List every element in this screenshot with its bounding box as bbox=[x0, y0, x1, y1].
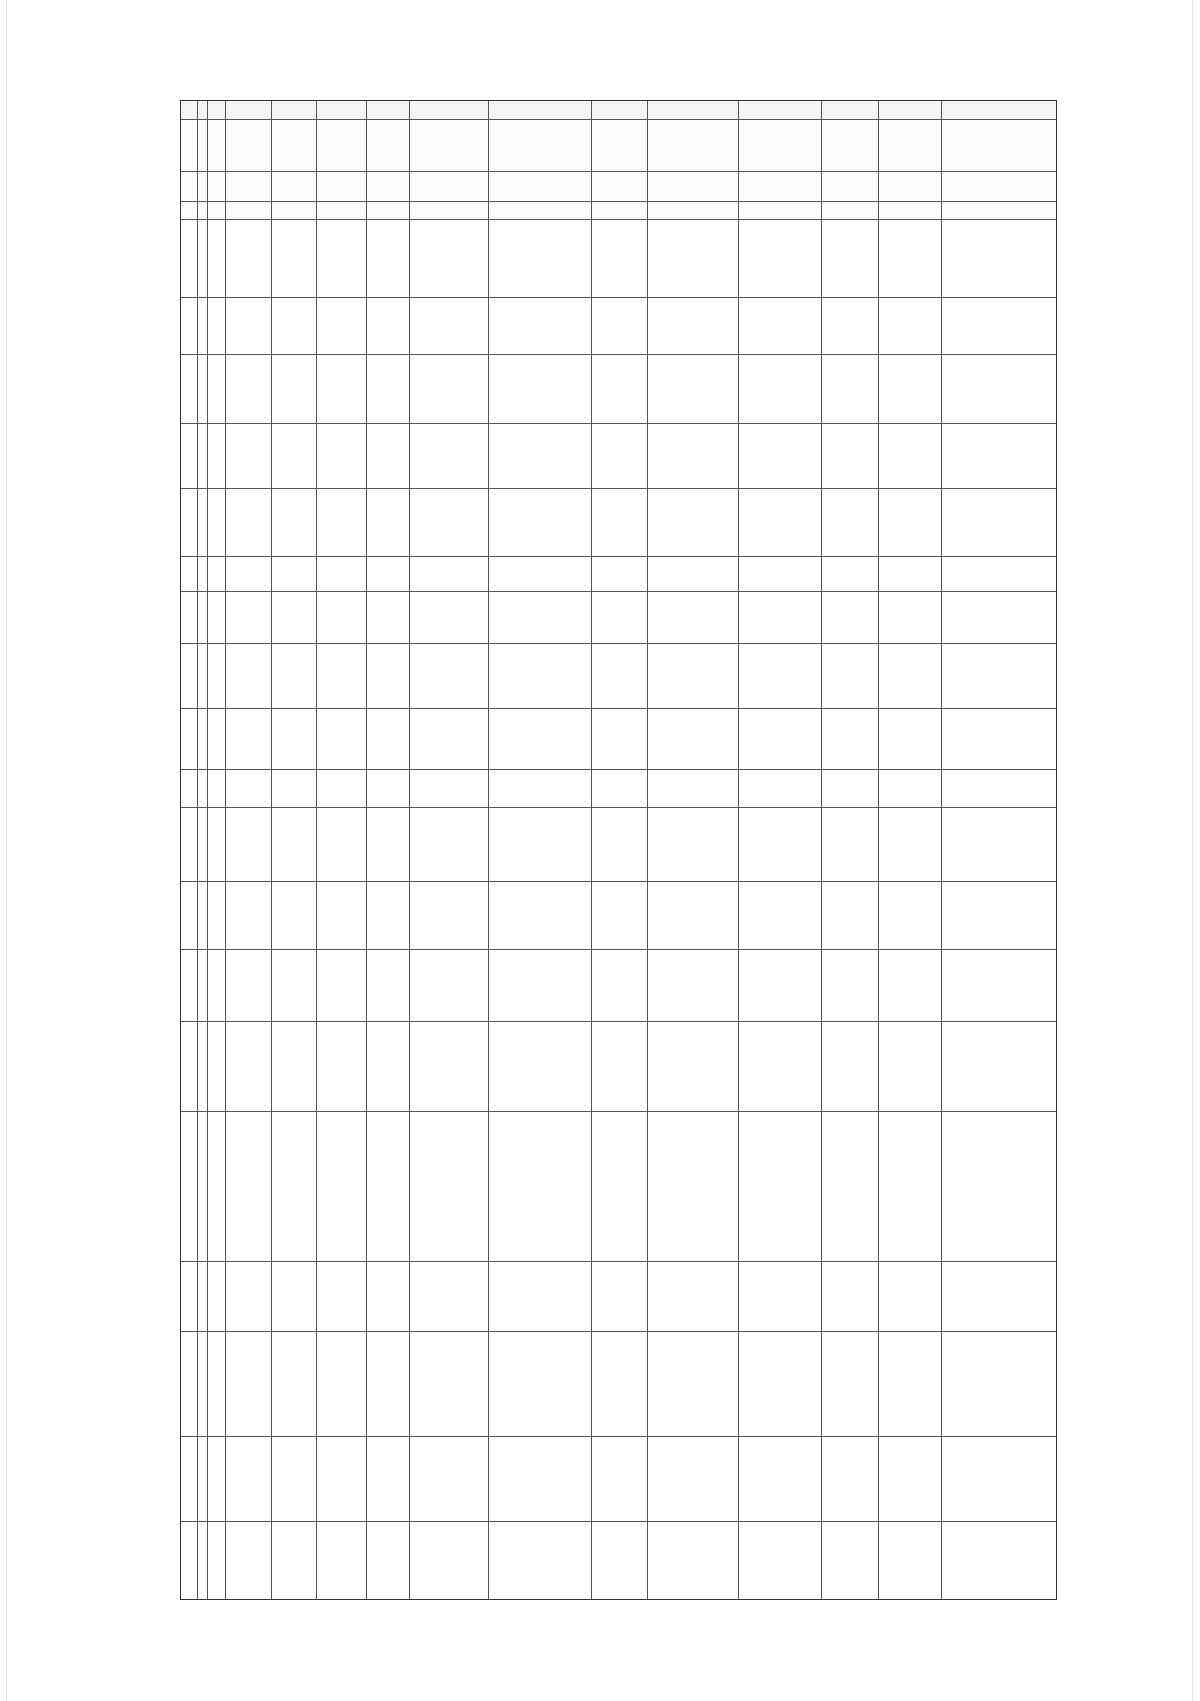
page-number bbox=[118, 842, 130, 852]
table-row-rule bbox=[181, 807, 1056, 808]
table-row-rule bbox=[181, 171, 1056, 172]
table-column-rule bbox=[316, 101, 317, 1599]
table-column-rule bbox=[197, 101, 198, 1599]
table-row-rule bbox=[181, 423, 1056, 424]
table-row-rule bbox=[181, 297, 1056, 298]
table-column-rule bbox=[591, 101, 592, 1599]
table-row-rule bbox=[181, 556, 1056, 557]
table-column-rule bbox=[647, 101, 648, 1599]
table-row-rule bbox=[181, 354, 1056, 355]
table-row-rule bbox=[181, 1521, 1056, 1522]
table-row-rule bbox=[181, 119, 1056, 120]
table-row-rule bbox=[181, 949, 1056, 950]
table-row-rule bbox=[181, 643, 1056, 644]
table-column-rule bbox=[738, 101, 739, 1599]
table-column-rule bbox=[821, 101, 822, 1599]
table-row-rule bbox=[181, 219, 1056, 220]
scan-edge-right bbox=[1192, 0, 1193, 1701]
table-row-rule bbox=[181, 488, 1056, 489]
table-column-rule bbox=[409, 101, 410, 1599]
table-row-rule bbox=[181, 881, 1056, 882]
program-indicators-table bbox=[180, 100, 1057, 1600]
table-row-rule bbox=[181, 1331, 1056, 1332]
table-column-rule bbox=[878, 101, 879, 1599]
scan-edge-left bbox=[6, 0, 7, 1701]
table-column-rule bbox=[225, 101, 226, 1599]
table-row-rule bbox=[181, 591, 1056, 592]
table-row-rule bbox=[181, 1436, 1056, 1437]
table-column-rule bbox=[488, 101, 489, 1599]
table-row-rule bbox=[181, 708, 1056, 709]
table-column-rule bbox=[366, 101, 367, 1599]
table-row-rule bbox=[181, 201, 1056, 202]
table-row-rule bbox=[181, 1261, 1056, 1262]
table-column-rule bbox=[271, 101, 272, 1599]
table-row-rule bbox=[181, 1021, 1056, 1022]
table-row-rule bbox=[181, 769, 1056, 770]
table-row-rule bbox=[181, 1111, 1056, 1112]
table-column-rule bbox=[207, 101, 208, 1599]
years-header-band bbox=[181, 101, 1056, 119]
table-column-rule bbox=[941, 101, 942, 1599]
